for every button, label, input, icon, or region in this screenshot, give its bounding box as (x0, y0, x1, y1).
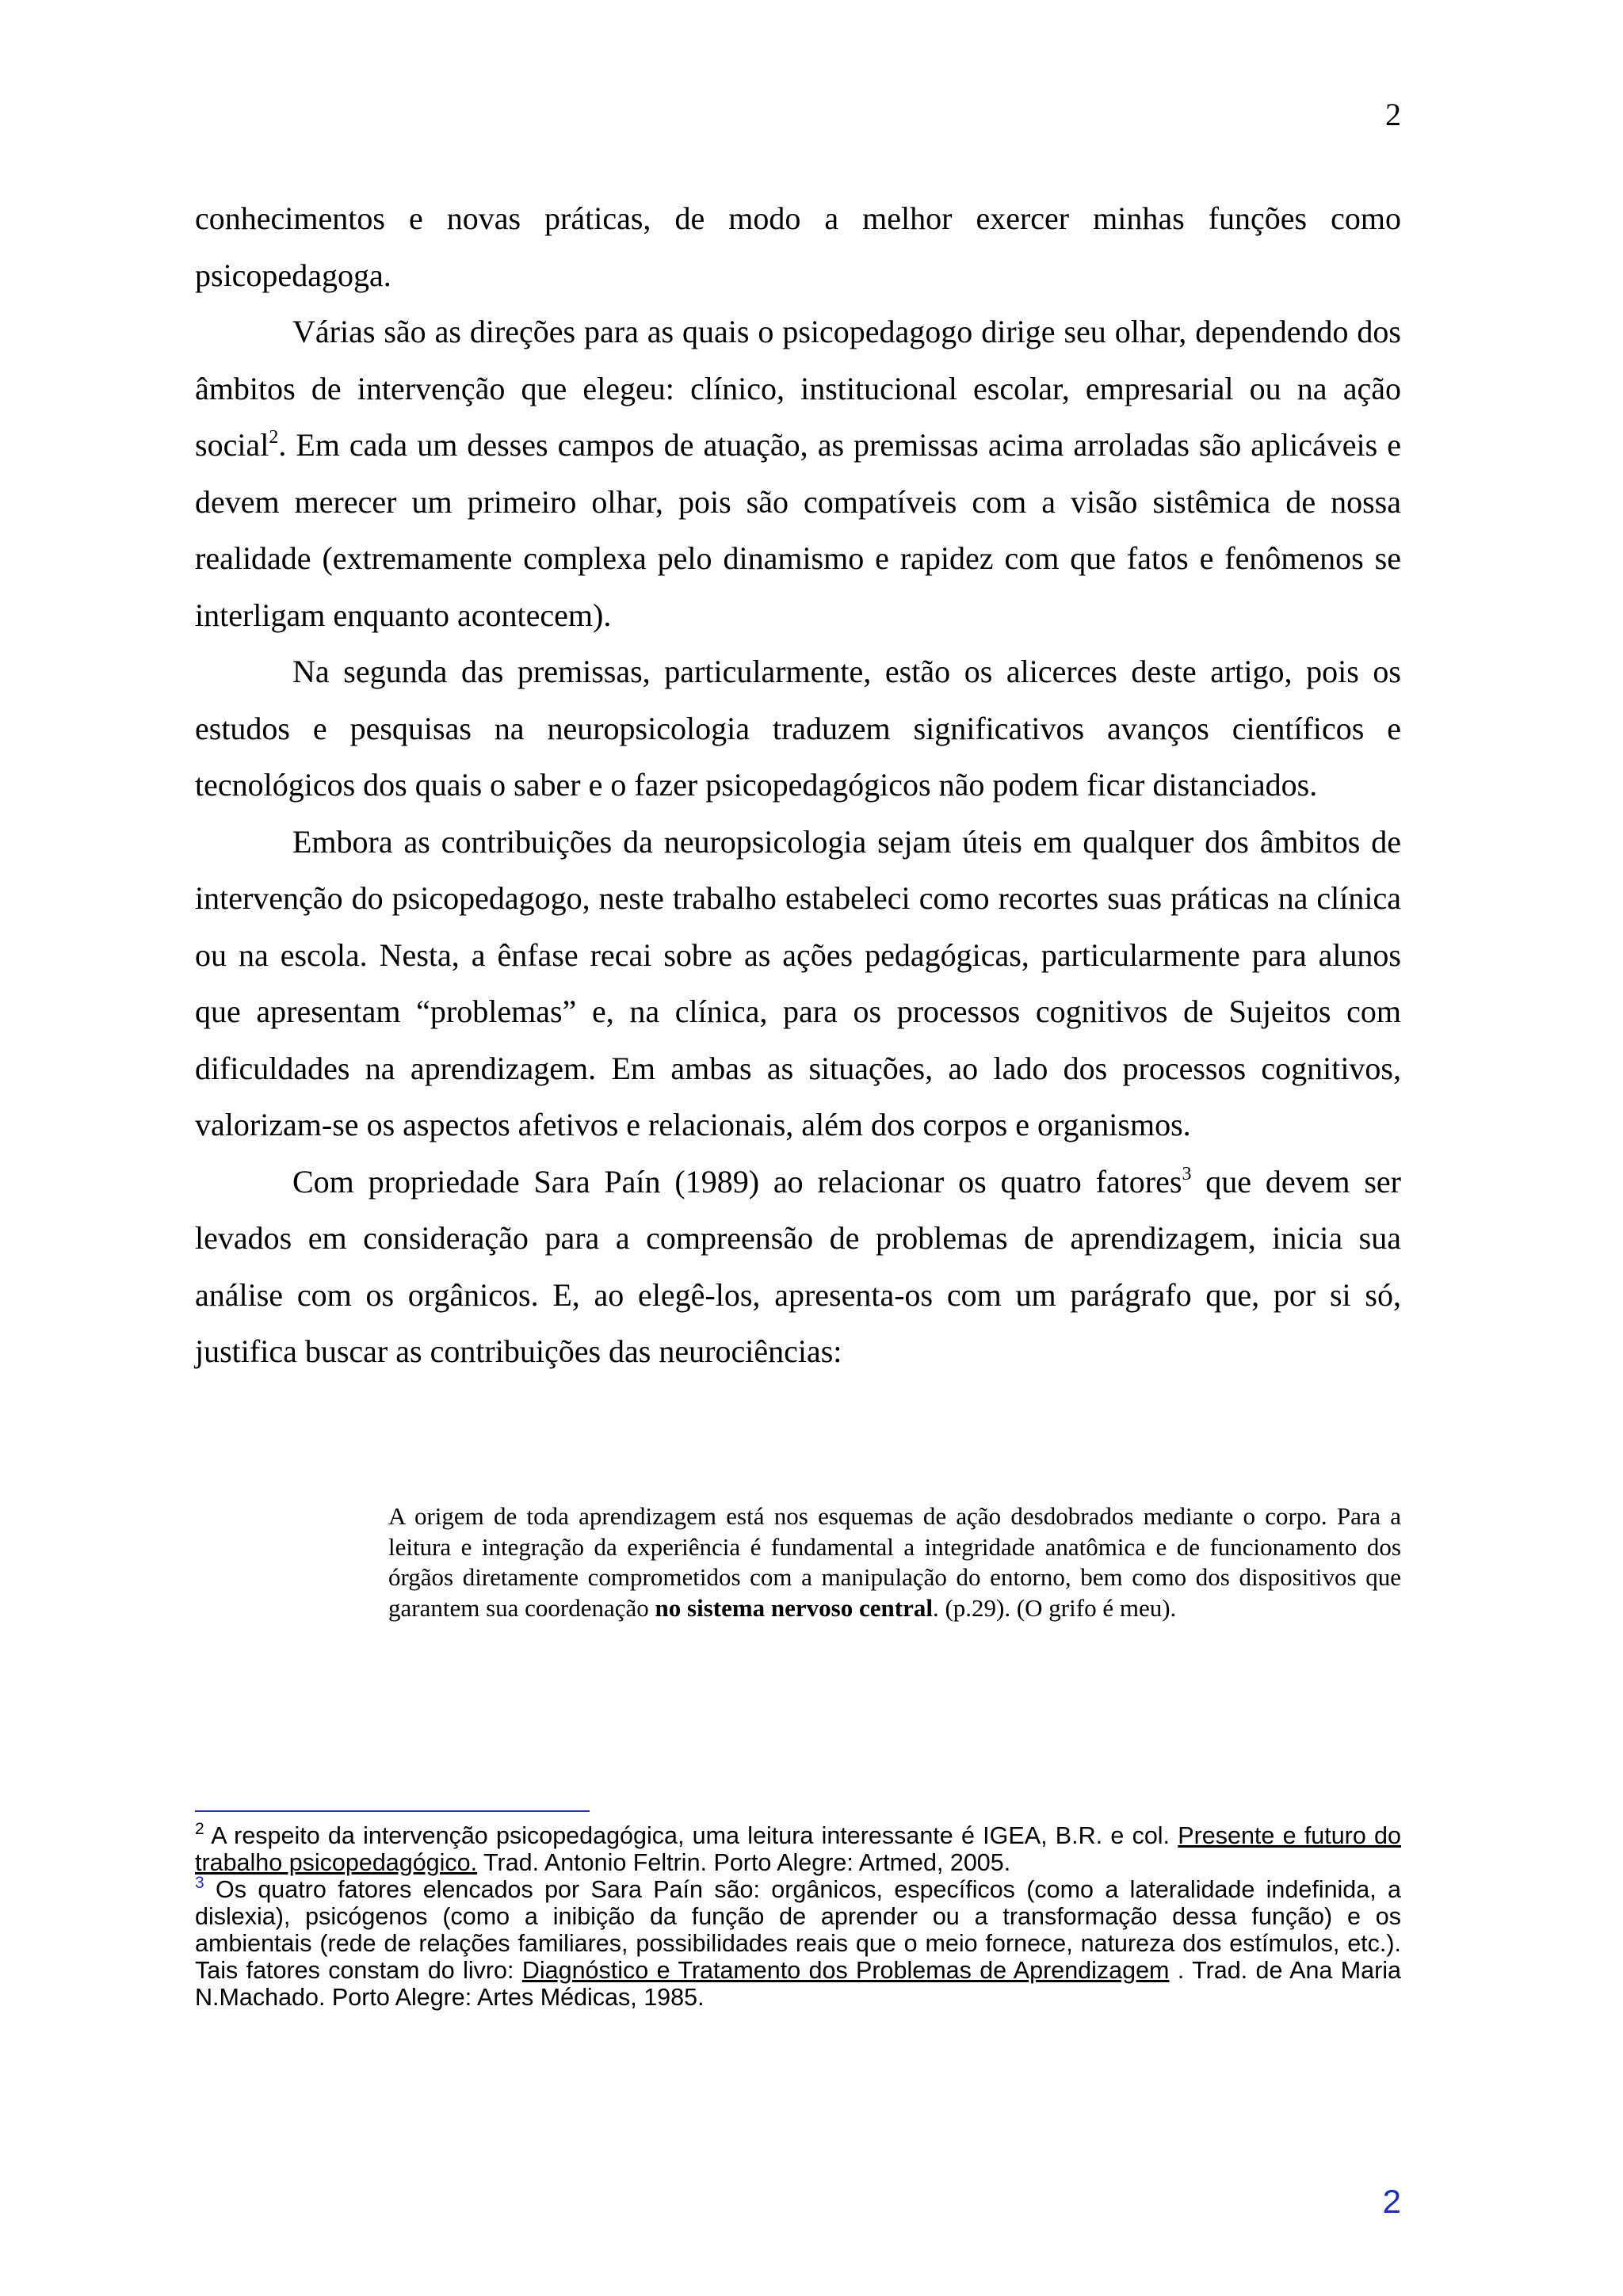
footnote-2 (195, 1822, 1401, 1876)
paragraph-4: Embora as contribuições da neuropsicologia sejam úteis em qualquer dos âmbitos de intervenção do psicopedagogo, neste trabalho estabeleci como recortes suas práticas na clínica ou na escola. Nesta, a ênfase recai sobre as ações pedagógicas, particularmente para alunos que apresentam “problemas” e, na clínica, para os processos cognitivos de Sujeitos com dificuldades na aprendizagem. Em ambas as situações, ao lado dos processos cognitivos, valorizam-se os aspectos afetivos e relacionais, além dos corpos e organismos. (195, 823, 1401, 1142)
paragraph-2-text-b: . Em cada um desses campos de atuação, as premissas acima arroladas são aplicáveis e devem merecer um primeiro olhar, pois são compatíveis com a visão sistêmica de nossa realidade (extremamente complexa pelo dinamismo e rapidez com que fatos e fenômenos se interligam enquanto acontecem). (195, 427, 1401, 633)
quote-emphasis: no sistema nervoso central (655, 1594, 933, 1623)
footnote-2-text-b: Trad. Antonio Feltrin. Porto Alegre: Artmed, 2005. (477, 1849, 1011, 1876)
footnote-ref-2[interactable]: 2 (269, 427, 279, 448)
paragraph-5-text-b: que devem ser levados em consideração para a compreensão de problemas de aprendizagem, inicia sua análise com os orgânicos. E, ao elegê-los, apresenta-os com um parágrafo que, por si só, justifica buscar as contribuições das neurociências: (195, 1163, 1401, 1369)
footnote-separator (195, 1810, 590, 1812)
block-quote (388, 1501, 1401, 1624)
quote-text-a: A origem de toda aprendizagem está nos esquemas de ação desdobrados mediante o corpo. Para a leitura e integração da experiência é fundamental a integridade anatômica e de funcionamento dos órgãos diretamente comprometidos com a manipulação do entorno, bem como dos dispositivos que garantem sua coordenação (388, 1502, 1401, 1623)
footnote-2-text-a: A respeito da intervenção psicopedagógica, uma leitura interessante é IGEA, B.R. e col. (204, 1822, 1178, 1849)
main-text (195, 190, 1401, 1380)
footnote-3 (195, 1876, 1401, 2011)
quote-text-b: . (p.29). (O grifo é meu). (932, 1594, 1177, 1623)
paragraph-2-text-a: Várias são as direções para as quais o psicopedagogo dirige seu olhar, dependendo dos âmbitos de intervenção que elegeu: clínico, institucional escolar, empresarial ou na ação social (195, 314, 1401, 463)
header-page-number: 2 (1385, 97, 1401, 132)
paragraph-5 (195, 1154, 1401, 1380)
paragraph-2 (195, 303, 1401, 643)
paragraph-3: Na segunda das premissas, particularmente, estão os alicerces deste artigo, pois os estudos e pesquisas na neuropsicologia traduzem significativos avanços científicos e tecnológicos dos quais o saber e o fazer psicopedagógicos não podem ficar distanciados. (195, 654, 1401, 803)
footnote-2-marker: 2 (195, 1820, 204, 1838)
footnotes (195, 1822, 1401, 2011)
footnote-ref-3[interactable]: 3 (1182, 1163, 1192, 1184)
paragraph-5-text-a: Com propriedade Sara Paín (1989) ao relacionar os quatro fatores (292, 1163, 1182, 1199)
footer-page-number: 2 (1382, 2183, 1401, 2220)
footnote-3-text-a: Os quatro fatores elencados por Sara Paín são: orgânicos, específicos (como a lateralidade indefinida, a dislexia), psicógenos (como a inibição da função de aprender ou a transformação dessa função) e os ambientais (rede de relações familiares, possibilidades reais que o meio fornece, natureza dos estímulos, etc.). Tais fatores constam do livro: (195, 1876, 1401, 1984)
paragraph-1: conhecimentos e novas práticas, de modo a melhor exercer minhas funções como psicopedagoga. (195, 200, 1401, 293)
footnote-3-text-b: . Trad. de Ana Maria N.Machado. Porto Alegre: Artes Médicas, 1985. (195, 1957, 1401, 2011)
footnote-2-book-title: Presente e futuro do trabalho psicopedagógico. (195, 1822, 1401, 1876)
footnote-3-marker: 3 (195, 1874, 204, 1892)
footnote-3-book-title: Diagnóstico e Tratamento dos Problemas de Aprendizagem (521, 1957, 1170, 1984)
